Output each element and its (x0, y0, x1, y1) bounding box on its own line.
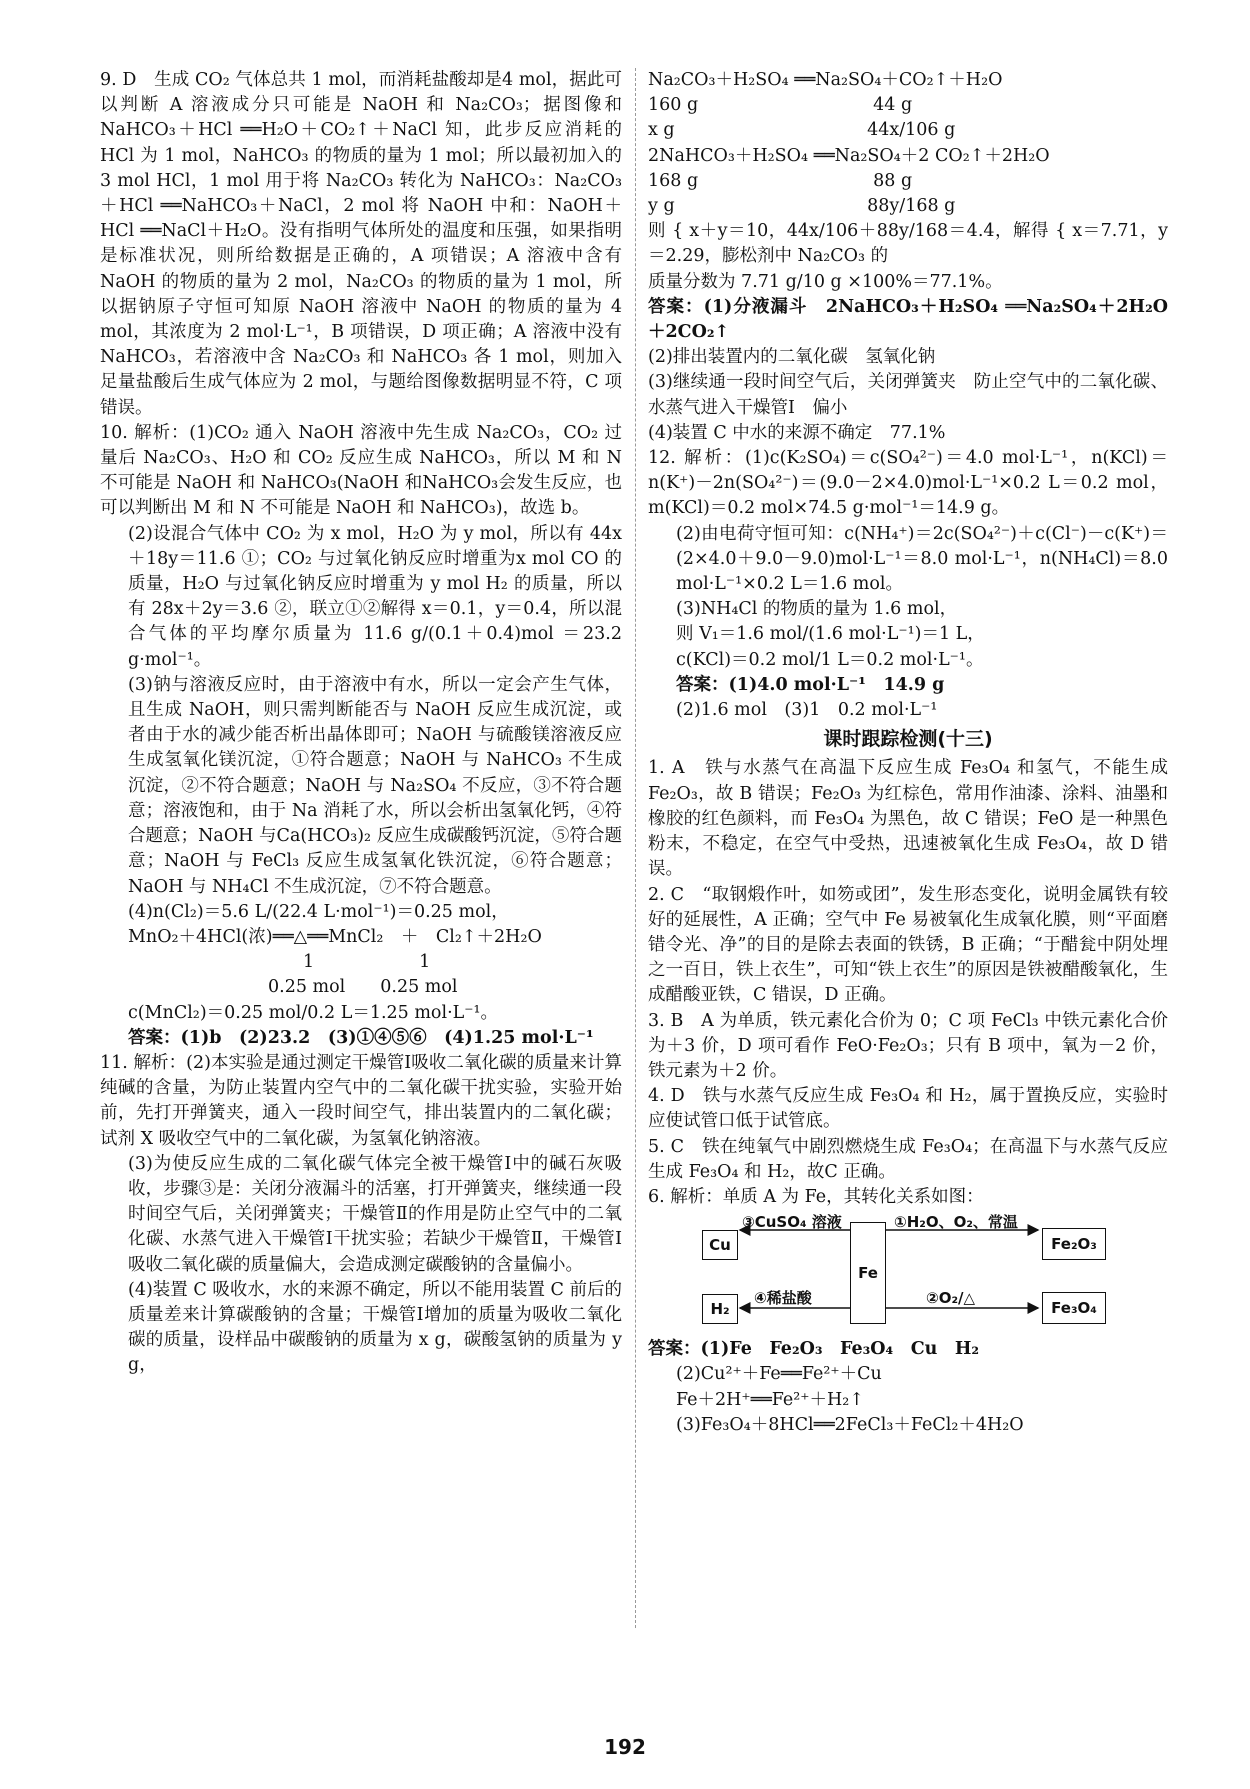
answer-11-part3: (4)装置 C 吸收水，水的来源不确定，所以不能用装置 C 前后的质量差来计算碳酸钠的含量；干燥管Ⅰ增加的质量为吸收二氧化碳的质量，设样品中碳酸钠的质量为 x g，碳酸氢钠的质量为 y g， (128, 1279, 628, 1376)
answer-1: 1. A 铁与水蒸气在高温下反应生成 Fe₃O₄ 和氢气，不能生成 Fe₂O₃，故 B 错误；Fe₂O₃ 为红棕色，常用作油漆、涂料、油墨和橡胶的红色颜料，而 Fe₃O₄ 为黑色，故 C 错误；FeO 是一种黑色粉末，不稳定，在空气中受热，迅速被氧化生成 Fe₃O₄，故 D 错误。 (648, 758, 1174, 880)
label-o2-heat: ②O₂/△ (926, 1289, 976, 1308)
section-heading: 课时跟踪检测(十三) (823, 728, 993, 751)
answer-11-result4: (4)装置 C 中水的来源不确定 77.1% (648, 422, 946, 443)
answer-12-ckcl: c(KCl)＝0.2 mol/1 L＝0.2 mol·L⁻¹。 (676, 649, 984, 670)
answer-11-result1: 答案：(1)分液漏斗 2NaHCO₃＋H₂SO₄ ══Na₂SO₄＋2H₂O＋2CO₂↑ (648, 296, 1168, 343)
equation-nahco3: 2NaHCO₃＋H₂SO₄ ══Na₂SO₄＋2 CO₂↑＋2H₂O (648, 145, 1050, 166)
label-hcl: ④稀盐酸 (754, 1289, 812, 1308)
equation-nahco3-mass: 168 g 88 g (648, 170, 913, 191)
answer-11-result2: (2)排出装置内的二氧化碳 氢氧化钠 (648, 347, 936, 368)
answer-12-part3: (3)NH₄Cl 的物质的量为 1.6 mol， (676, 599, 958, 620)
column-divider (635, 68, 636, 1628)
answer-6-result4: (3)Fe₃O₄＋8HCl══2FeCl₃＋FeCl₂＋4H₂O (676, 1414, 1024, 1435)
node-cu: Cu (702, 1230, 738, 1260)
answer-6-result1: 答案：(1)Fe Fe₂O₃ Fe₃O₄ Cu H₂ (648, 1339, 980, 1360)
label-cuso4: ③CuSO₄ 溶液 (742, 1213, 842, 1232)
answer-12-result1: 答案：(1)4.0 mol·L⁻¹ 14.9 g (676, 674, 945, 695)
answer-2: 2. C “取钢煅作叶，如笏或团”，发生形态变化，说明金属铁有较好的延展性，A 正确；空气中 Fe 易被氧化生成氧化膜，则“平面磨错令光、净”的目的是除去表面的铁锈，B 正确；“于醋瓮中阴处埋之一百日，铁上衣生”，可知“铁上衣生”的原因是铁被醋酸氧化，生成醋酸亚铁，C 错误，D 正确。 (648, 884, 1168, 1006)
answer-6-intro: 6. 解析：单质 A 为 Fe，其转化关系如图： (648, 1186, 984, 1207)
node-fe3o4: Fe₃O₄ (1042, 1292, 1106, 1324)
label-h2o-o2: ①H₂O、O₂、常温 (894, 1213, 1018, 1232)
equation-na2co3: Na₂CO₃＋H₂SO₄ ══Na₂SO₄＋CO₂↑＋H₂O (648, 70, 1003, 90)
left-column (100, 68, 628, 1379)
concentration-mncl2: c(MnCl₂)＝0.25 mol/0.2 L＝1.25 mol·L⁻¹。 (128, 1002, 499, 1023)
answer-11-part2: (3)为使反应生成的二氧化碳气体完全被干燥管Ⅰ中的碱石灰吸收，步骤③是：关闭分液漏斗的活塞，打开弹簧夹，继续通一段时间空气后，关闭弹簧夹；干燥管Ⅱ的作用是防止空气中的二氧化碳、水蒸气进入干燥管Ⅰ干扰实验；若缺少干燥管Ⅱ，干燥管Ⅰ吸收二氧化碳的质量偏大，会造成测定碳酸钠的含量偏小。 (128, 1153, 622, 1275)
answer-12-v1: 则 V₁＝1.6 mol/(1.6 mol·L⁻¹)＝1 L， (676, 624, 985, 645)
equation-na2co3-mass: 160 g 44 g (648, 95, 913, 116)
answer-12-result2: (2)1.6 mol (3)1 0.2 mol·L⁻¹ (676, 700, 938, 721)
mass-fraction: 质量分数为 7.71 g/10 g ×100%＝77.1%。 (648, 271, 1003, 292)
answer-6-result2: (2)Cu²⁺＋Fe══Fe²⁺＋Cu (676, 1364, 882, 1385)
equation-system: 则 { x＋y＝10，44x/106＋88y/168＝4.4，解得 { x＝7.71，y＝2.29，膨松剂中 Na₂CO₃ 的 (648, 221, 1168, 267)
answer-12-part2: (2)由电荷守恒可知：c(NH₄⁺)＝2c(SO₄²⁻)＋c(Cl⁻)－c(K⁺)＝(2×4.0＋9.0－9.0)mol·L⁻¹＝8.0 mol·L⁻¹，n(NH₄Cl)＝8.0 mol·L⁻¹×0.2 L＝1.6 mol。 (676, 523, 1174, 595)
equation-mno2-ratio: 1 1 (128, 952, 431, 973)
equation-mno2: MnO₂＋4HCl(浓)══△══MnCl₂ ＋ Cl₂↑＋2H₂O (128, 926, 542, 947)
answer-10-part2: (2)设混合气体中 CO₂ 为 x mol，H₂O 为 y mol，所以有 44x＋18y＝11.6 ①；CO₂ 与过氧化钠反应时增重为x mol CO 的质量，H₂O 与过氧化钠反应时增重为 y mol H₂ 的质量，所以有 28x＋2y＝3.6 ②，联立①②解得 x＝0.1，y＝0.4，所以混合气体的平均摩尔质量为 11.6 g/(0.1＋0.4)mol ＝23.2 g·mol⁻¹。 (128, 523, 628, 670)
node-fe: Fe (850, 1222, 886, 1324)
answer-6-result3: Fe＋2H⁺══Fe²⁺＋H₂↑ (676, 1389, 864, 1410)
answer-11-part1: 11. 解析：(2)本实验是通过测定干燥管Ⅰ吸收二氧化碳的质量来计算纯碱的含量，为防止装置内空气中的二氧化碳干扰实验，实验开始前，先打开弹簧夹，通入一段时间空气，排出装置内的二氧化碳；试剂 X 吸收空气中的二氧化碳，为氢氧化钠溶液。 (100, 1052, 622, 1149)
page-number: 192 (604, 1735, 646, 1759)
iron-conversion-diagram (698, 1213, 1198, 1331)
answer-10-part3: (3)钠与溶液反应时，由于溶液中有水，所以一定会产生气体，且生成 NaOH，则只需判断能否与 NaOH 反应生成沉淀，或者由于水的减少能否析出晶体即可；NaOH 与硫酸镁溶液反应生成氢氧化镁沉淀，①符合题意；NaOH 与 NaHCO₃ 不生成沉淀，②不符合题意；NaOH 与 Na₂SO₄ 不反应，③不符合题意；溶液饱和，由于 Na 消耗了水，所以会析出氢氧化钙，④符合题意；NaOH 与Ca(HCO₃)₂ 反应生成碳酸钙沉淀，⑤符合题意；NaOH 与 FeCl₃ 反应生成氢氧化铁沉淀，⑥符合题意；NaOH 与 NH₄Cl 不生成沉淀，⑦不符合题意。 (128, 674, 622, 897)
answer-5: 5. C 铁在纯氧气中剧烈燃烧生成 Fe₃O₄；在高温下与水蒸气反应生成 Fe₃O₄ 和 H₂，故C 正确。 (648, 1136, 1168, 1182)
answer-10-result: 答案：(1)b (2)23.2 (3)①④⑤⑥ (4)1.25 mol·L⁻¹ (128, 1027, 594, 1048)
answer-12-part1: 12. 解析：(1)c(K₂SO₄)＝c(SO₄²⁻)＝4.0 mol·L⁻¹，n(KCl)＝n(K⁺)－2n(SO₄²⁻)＝(9.0－2×4.0)mol·L⁻¹×0.2 L＝0.2 mol，m(KCl)＝0.2 mol×74.5 g·mol⁻¹＝14.9 g。 (648, 448, 1168, 519)
right-column (648, 68, 1174, 1438)
answer-11-result3: (3)继续通一段时间空气后，关闭弹簧夹 防止空气中的二氧化碳、水蒸气进入干燥管Ⅰ 偏小 (648, 372, 1168, 418)
equation-na2co3-x: x g 44x/106 g (648, 120, 956, 141)
answer-3: 3. B A 为单质，铁元素化合价为 0；C 项 FeCl₃ 中铁元素化合价为＋3 价，D 项可看作 FeO·Fe₂O₃；只有 B 项中，氧为－2 价，铁元素为＋2 价。 (648, 1010, 1168, 1081)
answer-10-part1: 10. 解析：(1)CO₂ 通入 NaOH 溶液中先生成 Na₂CO₃，CO₂ 过量后 Na₂CO₃、H₂O 和 CO₂ 反应生成 NaHCO₃，所以 M 和 N 不可能是 NaOH 和 NaHCO₃(NaOH 和NaHCO₃会发生反应，也可以判断出 M 和 N 不可能是 NaOH 和 NaHCO₃)，故选 b。 (100, 422, 628, 519)
node-fe2o3: Fe₂O₃ (1042, 1228, 1106, 1260)
answer-4: 4. D 铁与水蒸气反应生成 Fe₃O₄ 和 H₂，属于置换反应，实验时应使试管口低于试管底。 (648, 1086, 1168, 1132)
node-h2: H₂ (702, 1294, 738, 1324)
equation-nahco3-y: y g 88y/168 g (648, 196, 956, 217)
answer-10-part4: (4)n(Cl₂)＝5.6 L/(22.4 L·mol⁻¹)＝0.25 mol， (128, 901, 509, 922)
equation-mno2-moles: 0.25 mol 0.25 mol (128, 977, 458, 998)
answer-9: 9. D 生成 CO₂ 气体总共 1 mol，而消耗盐酸却是4 mol，据此可以判断 A 溶液成分只可能是 NaOH 和 Na₂CO₃；据图像和 NaHCO₃＋HCl ══H₂O＋CO₂↑＋NaCl 知，此步反应消耗的 HCl 为 1 mol，NaHCO₃ 的物质的量为 1 mol；所以最初加入的 3 mol HCl，1 mol 用于将 Na₂CO₃ 转化为 NaHCO₃：Na₂CO₃＋HCl ══NaHCO₃＋NaCl，2 mol 将 NaOH 中和：NaOH＋HCl ══NaCl＋H₂O。没有指明气体所处的温度和压强，如果指明是标准状况，则所给数据是正确的，A 项错误；A 溶液中含有 NaOH 的物质的量为 2 mol，Na₂CO₃ 的物质的量为 1 mol，所以据钠原子守恒可知原 NaOH 溶液中 NaOH 的物质的量为 4 mol，其浓度为 2 mol·L⁻¹，B 项错误，D 项正确；A 溶液中没有 NaHCO₃，若溶液中含 Na₂CO₃ 和 NaHCO₃ 各 1 mol，则加入足量盐酸后生成气体应为 2 mol，与题给图像数据明显不符，C 项错误。 (100, 70, 628, 418)
